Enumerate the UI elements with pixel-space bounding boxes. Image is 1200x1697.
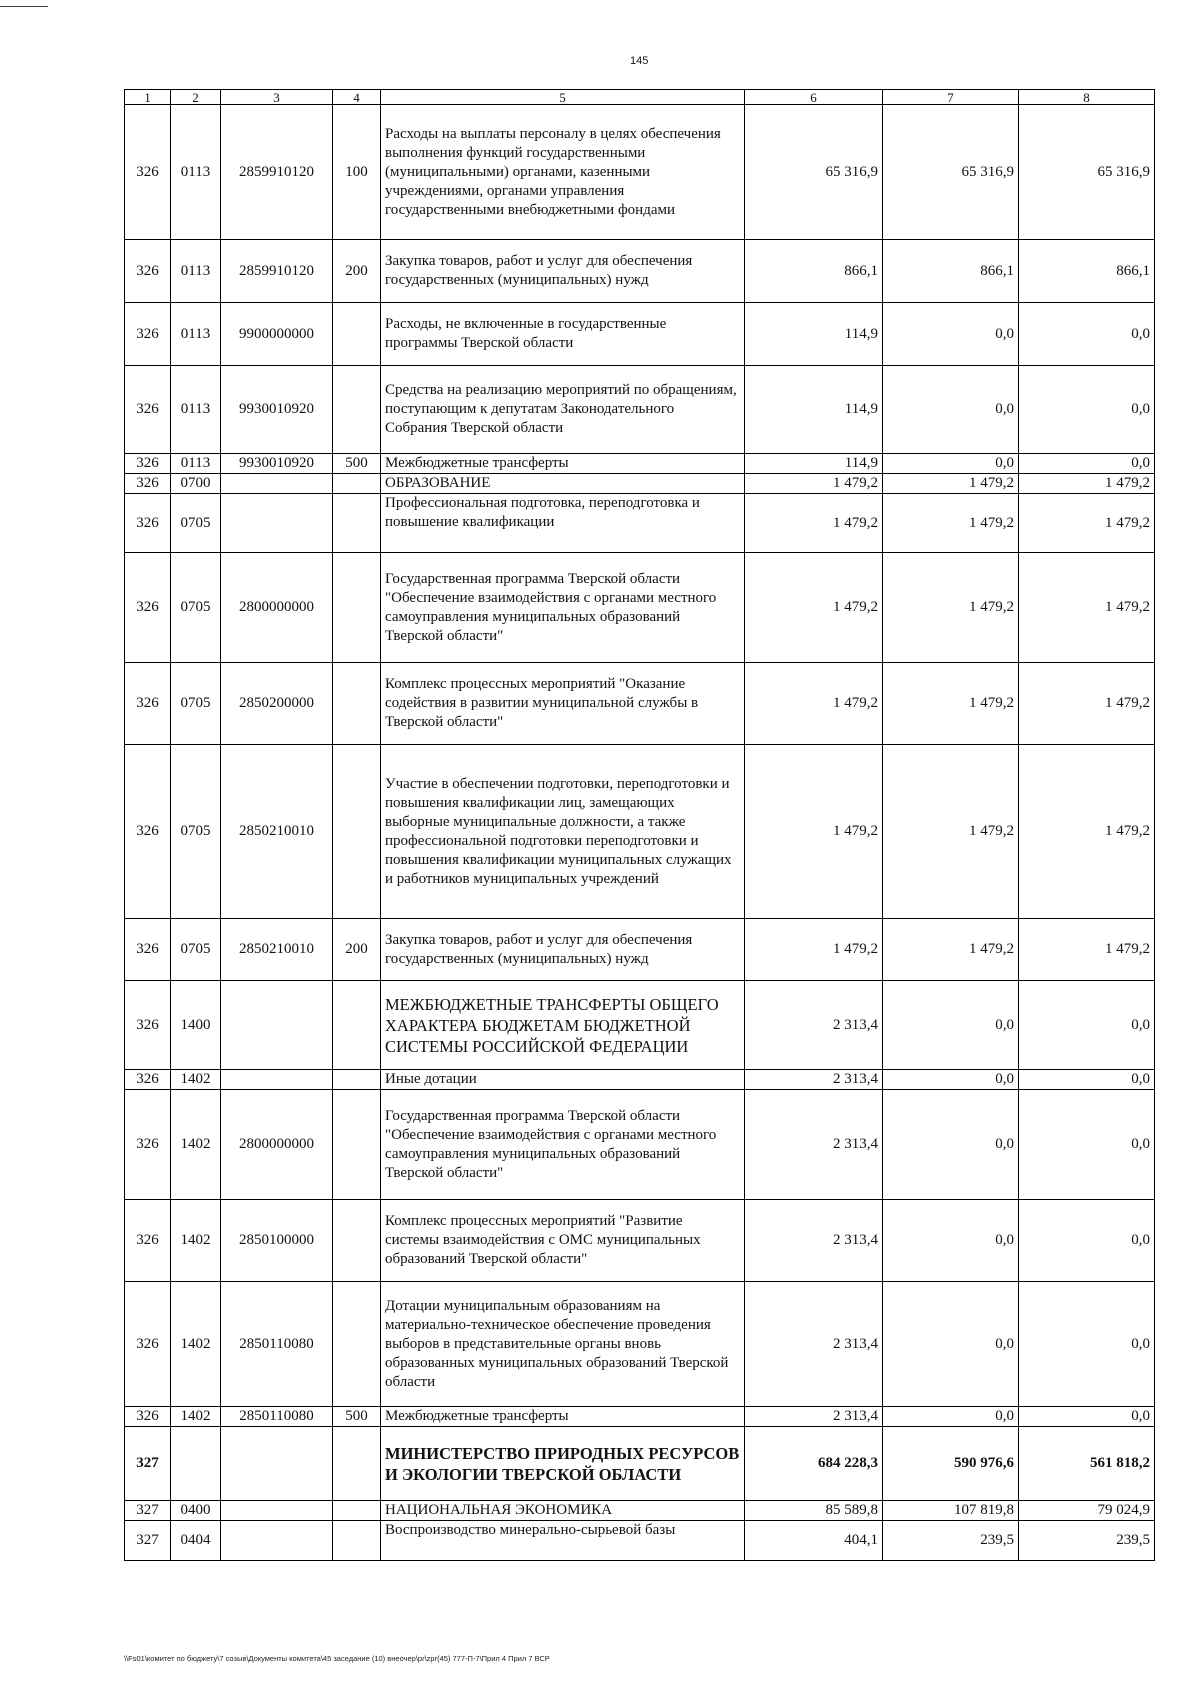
- section-code-cell: 0113: [171, 240, 221, 303]
- table-row: [125, 919, 1155, 981]
- table-row: [125, 553, 1155, 663]
- expense-type-cell: [333, 745, 381, 919]
- description-cell: Закупка товаров, работ и услуг для обеспечения государственных (муниципальных) нужд: [381, 240, 745, 303]
- target-article-cell: 9930010920: [221, 454, 333, 474]
- amount-year2-cell: 1 479,2: [883, 663, 1019, 745]
- amount-year2-cell: 0,0: [883, 366, 1019, 454]
- amount-year2-cell: 0,0: [883, 1200, 1019, 1282]
- amount-year3-cell: 0,0: [1019, 303, 1155, 366]
- amount-year3-cell: 1 479,2: [1019, 919, 1155, 981]
- ministry-code-cell: 326: [125, 919, 171, 981]
- section-code-cell: [171, 1427, 221, 1501]
- table-row: [125, 1200, 1155, 1282]
- amount-year2-cell: 0,0: [883, 1070, 1019, 1090]
- amount-year2-cell: 0,0: [883, 1282, 1019, 1407]
- amount-year2-cell: 107 819,8: [883, 1501, 1019, 1521]
- amount-year3-cell: 79 024,9: [1019, 1501, 1155, 1521]
- section-code-cell: 0113: [171, 366, 221, 454]
- amount-year1-cell: 1 479,2: [745, 494, 883, 553]
- amount-year3-cell: 561 818,2: [1019, 1427, 1155, 1501]
- target-article-cell: 2850110080: [221, 1407, 333, 1427]
- table-row: [125, 105, 1155, 240]
- ministry-code-cell: 326: [125, 366, 171, 454]
- expense-type-cell: 200: [333, 919, 381, 981]
- section-code-cell: 0404: [171, 1521, 221, 1561]
- column-number: 8: [1019, 90, 1155, 105]
- column-number: 5: [381, 90, 745, 105]
- amount-year1-cell: 404,1: [745, 1521, 883, 1561]
- scan-corner-mark: [0, 6, 48, 7]
- section-code-cell: 0705: [171, 663, 221, 745]
- ministry-code-cell: 327: [125, 1427, 171, 1501]
- expense-type-cell: [333, 1521, 381, 1561]
- target-article-cell: [221, 1427, 333, 1501]
- amount-year2-cell: 0,0: [883, 303, 1019, 366]
- table-row: [125, 1282, 1155, 1407]
- section-code-cell: 0705: [171, 745, 221, 919]
- description-cell: Государственная программа Тверской области "Обеспечение взаимодействия с органами местного самоуправления муниципальных образований Тверской области": [381, 1090, 745, 1200]
- section-code-cell: 1402: [171, 1407, 221, 1427]
- amount-year1-cell: 85 589,8: [745, 1501, 883, 1521]
- section-code-cell: 1400: [171, 981, 221, 1070]
- amount-year1-cell: 1 479,2: [745, 919, 883, 981]
- target-article-cell: 2800000000: [221, 553, 333, 663]
- description-cell: МЕЖБЮДЖЕТНЫЕ ТРАНСФЕРТЫ ОБЩЕГО ХАРАКТЕРА БЮДЖЕТАМ БЮДЖЕТНОЙ СИСТЕМЫ РОССИЙСКОЙ ФЕДЕРАЦИИ: [381, 981, 745, 1070]
- section-code-cell: 0113: [171, 303, 221, 366]
- description-cell: Иные дотации: [381, 1070, 745, 1090]
- amount-year1-cell: 2 313,4: [745, 981, 883, 1070]
- column-number: 2: [171, 90, 221, 105]
- description-cell: Расходы на выплаты персоналу в целях обеспечения выполнения функций государственными (муниципальными) органами, казенными учреждениями, органами управления государственными внебюджетными фондами: [381, 105, 745, 240]
- amount-year2-cell: 0,0: [883, 981, 1019, 1070]
- target-article-cell: [221, 474, 333, 494]
- amount-year3-cell: 239,5: [1019, 1521, 1155, 1561]
- amount-year1-cell: 2 313,4: [745, 1070, 883, 1090]
- ministry-code-cell: 326: [125, 105, 171, 240]
- target-article-cell: 2850210010: [221, 745, 333, 919]
- section-code-cell: 0705: [171, 553, 221, 663]
- amount-year3-cell: 0,0: [1019, 366, 1155, 454]
- description-cell: Межбюджетные трансферты: [381, 1407, 745, 1427]
- amount-year3-cell: 1 479,2: [1019, 553, 1155, 663]
- column-number: 1: [125, 90, 171, 105]
- ministry-code-cell: 326: [125, 663, 171, 745]
- amount-year1-cell: 2 313,4: [745, 1282, 883, 1407]
- table-row: [125, 663, 1155, 745]
- ministry-code-cell: 326: [125, 745, 171, 919]
- section-code-cell: 0400: [171, 1501, 221, 1521]
- column-number: 3: [221, 90, 333, 105]
- expense-type-cell: [333, 553, 381, 663]
- expense-type-cell: [333, 1427, 381, 1501]
- target-article-cell: 2859910120: [221, 105, 333, 240]
- target-article-cell: 9930010920: [221, 366, 333, 454]
- page-number: 145: [630, 55, 649, 67]
- amount-year3-cell: 0,0: [1019, 1200, 1155, 1282]
- target-article-cell: 9900000000: [221, 303, 333, 366]
- section-code-cell: 0113: [171, 454, 221, 474]
- target-article-cell: [221, 1521, 333, 1561]
- section-code-cell: 1402: [171, 1200, 221, 1282]
- expense-type-cell: [333, 1070, 381, 1090]
- target-article-cell: 2850200000: [221, 663, 333, 745]
- description-cell: МИНИСТЕРСТВО ПРИРОДНЫХ РЕСУРСОВ И ЭКОЛОГИИ ТВЕРСКОЙ ОБЛАСТИ: [381, 1427, 745, 1501]
- expense-type-cell: [333, 366, 381, 454]
- ministry-code-cell: 327: [125, 1521, 171, 1561]
- table-row: [125, 494, 1155, 553]
- section-code-cell: 1402: [171, 1070, 221, 1090]
- section-code-cell: 0113: [171, 105, 221, 240]
- table-row: [125, 1521, 1155, 1561]
- expense-type-cell: 500: [333, 454, 381, 474]
- expense-type-cell: 200: [333, 240, 381, 303]
- amount-year2-cell: 1 479,2: [883, 553, 1019, 663]
- amount-year3-cell: 0,0: [1019, 981, 1155, 1070]
- description-cell: Расходы, не включенные в государственные программы Тверской области: [381, 303, 745, 366]
- table-row: [125, 745, 1155, 919]
- amount-year2-cell: 1 479,2: [883, 474, 1019, 494]
- table-row: [125, 1070, 1155, 1090]
- expense-type-cell: 500: [333, 1407, 381, 1427]
- amount-year3-cell: 866,1: [1019, 240, 1155, 303]
- amount-year1-cell: 2 313,4: [745, 1090, 883, 1200]
- amount-year2-cell: 0,0: [883, 454, 1019, 474]
- amount-year1-cell: 1 479,2: [745, 553, 883, 663]
- target-article-cell: [221, 981, 333, 1070]
- target-article-cell: 2850100000: [221, 1200, 333, 1282]
- expense-type-cell: 100: [333, 105, 381, 240]
- ministry-code-cell: 326: [125, 1070, 171, 1090]
- column-number-row: [125, 90, 1155, 105]
- section-code-cell: 1402: [171, 1282, 221, 1407]
- ministry-code-cell: 326: [125, 1282, 171, 1407]
- section-code-cell: 0700: [171, 474, 221, 494]
- target-article-cell: 2850210010: [221, 919, 333, 981]
- amount-year3-cell: 1 479,2: [1019, 663, 1155, 745]
- column-number: 6: [745, 90, 883, 105]
- amount-year2-cell: 65 316,9: [883, 105, 1019, 240]
- expense-type-cell: [333, 1282, 381, 1407]
- ministry-code-cell: 326: [125, 1090, 171, 1200]
- ministry-code-cell: 326: [125, 240, 171, 303]
- amount-year1-cell: 114,9: [745, 366, 883, 454]
- amount-year2-cell: 239,5: [883, 1521, 1019, 1561]
- file-path-footer: \\Fs01\комитет по бюджету\7 созыв\Документы комитета\45 заседание (10) внеочер\pr\zpr(45) 777-П-7\Прил 4 Прил 7 ВСР: [124, 1654, 550, 1663]
- description-cell: Комплекс процессных мероприятий "Развитие системы взаимодействия с ОМС муниципальных образований Тверской области": [381, 1200, 745, 1282]
- amount-year1-cell: 114,9: [745, 303, 883, 366]
- description-cell: НАЦИОНАЛЬНАЯ ЭКОНОМИКА: [381, 1501, 745, 1521]
- ministry-code-cell: 327: [125, 1501, 171, 1521]
- ministry-code-cell: 326: [125, 494, 171, 553]
- amount-year1-cell: 1 479,2: [745, 474, 883, 494]
- expense-type-cell: [333, 474, 381, 494]
- table-row: [125, 240, 1155, 303]
- ministry-code-cell: 326: [125, 474, 171, 494]
- ministry-code-cell: 326: [125, 553, 171, 663]
- amount-year1-cell: 2 313,4: [745, 1200, 883, 1282]
- amount-year1-cell: 2 313,4: [745, 1407, 883, 1427]
- table-row: [125, 454, 1155, 474]
- section-code-cell: 0705: [171, 919, 221, 981]
- expense-type-cell: [333, 494, 381, 553]
- column-number: 7: [883, 90, 1019, 105]
- table-row: [125, 1427, 1155, 1501]
- ministry-code-cell: 326: [125, 981, 171, 1070]
- description-cell: Закупка товаров, работ и услуг для обеспечения государственных (муниципальных) нужд: [381, 919, 745, 981]
- table-row: [125, 981, 1155, 1070]
- amount-year3-cell: 65 316,9: [1019, 105, 1155, 240]
- amount-year3-cell: 0,0: [1019, 454, 1155, 474]
- target-article-cell: 2800000000: [221, 1090, 333, 1200]
- description-cell: Дотации муниципальным образованиям на материально-техническое обеспечение проведения выборов в представительные органы вновь образованных муниципальных образований Тверской области: [381, 1282, 745, 1407]
- expense-type-cell: [333, 663, 381, 745]
- amount-year2-cell: 1 479,2: [883, 745, 1019, 919]
- amount-year2-cell: 1 479,2: [883, 919, 1019, 981]
- amount-year1-cell: 1 479,2: [745, 663, 883, 745]
- expense-type-cell: [333, 303, 381, 366]
- target-article-cell: [221, 1501, 333, 1521]
- amount-year2-cell: 1 479,2: [883, 494, 1019, 553]
- description-cell: Участие в обеспечении подготовки, переподготовки и повышения квалификации лиц, замещающих выборные муниципальные должности, а также профессиональной подготовки переподготовки и повышения квалификации муниципальных служащих и работников муниципальных учреждений: [381, 745, 745, 919]
- amount-year1-cell: 1 479,2: [745, 745, 883, 919]
- description-cell: Государственная программа Тверской области "Обеспечение взаимодействия с органами местного самоуправления муниципальных образований Тверской области": [381, 553, 745, 663]
- expense-type-cell: [333, 1200, 381, 1282]
- ministry-code-cell: 326: [125, 454, 171, 474]
- amount-year3-cell: 0,0: [1019, 1070, 1155, 1090]
- table-row: [125, 1501, 1155, 1521]
- expense-type-cell: [333, 1501, 381, 1521]
- amount-year3-cell: 1 479,2: [1019, 745, 1155, 919]
- section-code-cell: 0705: [171, 494, 221, 553]
- table-row: [125, 474, 1155, 494]
- section-code-cell: 1402: [171, 1090, 221, 1200]
- target-article-cell: [221, 1070, 333, 1090]
- description-cell: Средства на реализацию мероприятий по обращениям, поступающим к депутатам Законодательного Собрания Тверской области: [381, 366, 745, 454]
- amount-year3-cell: 1 479,2: [1019, 474, 1155, 494]
- amount-year1-cell: 684 228,3: [745, 1427, 883, 1501]
- budget-table: [124, 89, 1155, 1561]
- amount-year3-cell: 0,0: [1019, 1407, 1155, 1427]
- amount-year2-cell: 866,1: [883, 240, 1019, 303]
- table-row: [125, 1090, 1155, 1200]
- expense-type-cell: [333, 1090, 381, 1200]
- expense-type-cell: [333, 981, 381, 1070]
- amount-year2-cell: 0,0: [883, 1407, 1019, 1427]
- ministry-code-cell: 326: [125, 303, 171, 366]
- target-article-cell: 2859910120: [221, 240, 333, 303]
- amount-year3-cell: 1 479,2: [1019, 494, 1155, 553]
- amount-year1-cell: 866,1: [745, 240, 883, 303]
- description-cell: ОБРАЗОВАНИЕ: [381, 474, 745, 494]
- description-cell: Комплекс процессных мероприятий "Оказание содействия в развитии муниципальной службы в Тверской области": [381, 663, 745, 745]
- amount-year2-cell: 0,0: [883, 1090, 1019, 1200]
- amount-year3-cell: 0,0: [1019, 1090, 1155, 1200]
- amount-year1-cell: 114,9: [745, 454, 883, 474]
- description-cell: Межбюджетные трансферты: [381, 454, 745, 474]
- table-row: [125, 303, 1155, 366]
- amount-year2-cell: 590 976,6: [883, 1427, 1019, 1501]
- table-row: [125, 1407, 1155, 1427]
- description-cell: Воспроизводство минерально-сырьевой базы: [381, 1521, 745, 1561]
- description-cell: Профессиональная подготовка, переподготовка и повышение квалификации: [381, 494, 745, 553]
- table-row: [125, 366, 1155, 454]
- column-number: 4: [333, 90, 381, 105]
- amount-year3-cell: 0,0: [1019, 1282, 1155, 1407]
- ministry-code-cell: 326: [125, 1407, 171, 1427]
- target-article-cell: 2850110080: [221, 1282, 333, 1407]
- amount-year1-cell: 65 316,9: [745, 105, 883, 240]
- ministry-code-cell: 326: [125, 1200, 171, 1282]
- target-article-cell: [221, 494, 333, 553]
